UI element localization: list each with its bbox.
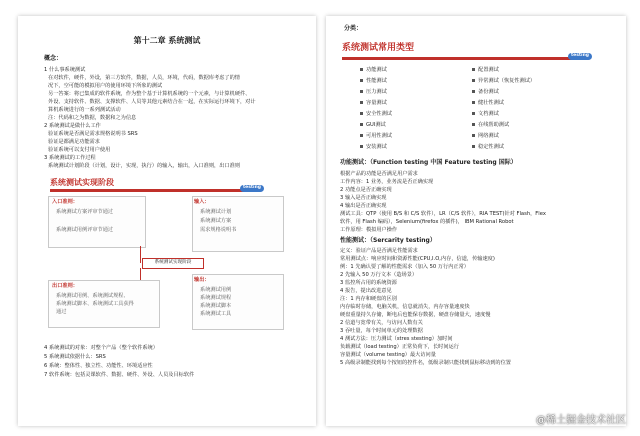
func-heading: 功能测试：（Function testing 中国 Feature testing 国际） [340,159,517,166]
watermark: @稀土掘金技术社区 [536,415,626,426]
type-item: 可用性测试 [360,134,392,139]
func-line: 根据产品的功能是否满足用户需求 [340,171,418,177]
bullet-icon [360,145,363,148]
func-line: 4 输出是否正确实现 [340,203,387,209]
type-item: 容量测试 [360,101,387,106]
output-item: 系统测试用例 [200,287,232,293]
type-item: 健壮性测试 [472,101,504,106]
type-item: 配置测试 [472,68,499,73]
perf-line: 定义：验证产品是否满足性能需求 [340,248,418,254]
diagram-title: 系统测试实现阶段 [50,177,114,187]
perf-line: 容量测试（volume testing）最大访问量 [340,352,436,358]
concept-line: 在对软件，硬件，外设，第三方软件，数据，人员，环境，代码，数据库考虑了的情 [48,75,240,81]
type-item: 安装测试 [360,145,387,150]
exit-item: 系统测试用例、系统测试规程、 [56,293,129,299]
func-line: 3 输入是否正确实现 [340,195,387,201]
bullet-icon [360,90,363,93]
type-item: 在线帮助测试 [472,123,509,128]
after-line: 5 系统测试依据什么：SRS [44,354,106,360]
perf-line: 负载测试（load testing）正常负荷下，长时间运行 [340,344,459,350]
flow-diagram [44,176,286,336]
type-item: 安全性测试 [360,112,392,117]
concept-line: 验证是都满足功能需求 [48,139,100,145]
perf-line: 4 测试方法：压力测试（stres stesting）加时间 [340,336,453,342]
perf-line: 3 吞吐量，每个时间单元的处理数据 [340,328,423,334]
type-item: 异常测试（恢复性测试） [472,79,535,84]
entry-item: 系统测试用例评审节通过 [56,227,114,233]
bullet-icon [472,112,475,115]
bullet-icon [360,68,363,71]
output-label: 输出： [194,277,210,283]
slide-title: 系统测试常用类型 [342,43,415,53]
input-item: 需求规格说明书 [200,227,237,233]
entry-label: 入口准则： [52,199,78,205]
concept-line: 2 系统测试是做什么工作 [44,123,101,129]
concept-line: 系统测试计划阶段（计划，设计，实现，执行）的输入，输出，入口准则，出口准则 [48,163,240,169]
bullet-icon [472,79,475,82]
after-line: 7 软件系统：包括灵课软件、数据、硬件、外设、人员及目标软件 [44,372,195,378]
testing-logo: testing [568,53,592,60]
type-item: 文档测试 [472,112,499,117]
output-item: 系统测试工具 [200,311,232,317]
concept-line: 况下，空可能的模拟用户的使用环境下所象的测试 [48,83,163,89]
type-item: 性能测试 [360,79,387,84]
input-item: 系统测试方案 [200,218,232,224]
type-item: 备份测试 [472,90,499,95]
bullet-icon [360,134,363,137]
concept-line: 外设、支持软件、数据、支撑软件、人员等其他元素结合在一起，在实际运行环境下，对计 [48,99,256,105]
input-label: 输入： [194,199,210,205]
perf-line: 硬盘重量持久存储，断电后也能保存数据，硬盘存储量大，速度慢 [340,312,491,318]
type-item: 稳定性测试 [472,145,504,150]
perf-line: 5 高级录制能找到每个按钮的控件名，低级录制只能找到鼠标移动到的位置 [340,360,511,366]
concept-line: 1 什么事系统测试 [44,67,86,73]
perf-line: 4 报告，提出改进意见 [340,288,392,294]
func-line: 工作原理：模拟用户操作 [340,227,398,233]
perf-line: 2 信道与宽带有关，与访问人数有关 [340,320,423,326]
right-page [326,16,626,426]
concept-line: 3 系统测试的工作过程 [44,155,96,161]
perf-line: 2 先输入 50 万行文本（造场景） [340,272,418,278]
type-item: 网络测试 [472,134,499,139]
left-page [18,16,316,426]
category-heading: 分类： [344,25,363,32]
bullet-icon [360,79,363,82]
bullet-icon [360,112,363,115]
after-line: 4 系统测试的对象：对整个产品（整个软件系统） [44,345,158,351]
perf-line: 常用测试点：响应时间和资源性能(CPU,I.O,内存，信道，传输速度) [340,256,495,262]
bullet-icon [472,68,475,71]
bullet-icon [472,101,475,104]
func-line: 工作内容：1 业务，业务流是否正确实现 [340,179,434,185]
after-line: 6 系统：整体性、独立性、功能性、环境适应性 [44,363,153,369]
bullet-icon [472,134,475,137]
func-line: 软件，用 Flash 编码），Selenium(firefox 的插件)， IBM Rational Robot [340,219,514,225]
chapter-title: 第十二章 系统测试 [133,35,201,45]
type-item: GUI测试 [360,123,386,128]
perf-line: 3 监控所占用的系统资源 [340,280,397,286]
exit-item: 通过 [56,309,67,315]
concept-line: 算机系统进行的一系列测试活动 [48,107,121,113]
type-item: 压力测试 [360,90,387,95]
concept-line: 注：代码和之为数据，数据和之为信息 [48,115,137,121]
output-item: 系统测试规程 [200,295,232,301]
bullet-icon [360,101,363,104]
perf-line: 内存临时存储，电脑关机，信息就消失，内存容量速度快 [340,304,470,310]
concepts-heading: 概念： [44,55,63,62]
entry-item: 系统测试方案评审节通过 [56,209,114,215]
bullet-icon [472,90,475,93]
perf-line: 例：1 先确认要了解的性能需求（加入 50 万行内正常） [340,264,469,270]
center-phase-box: 系统测试实现阶段 [142,258,204,269]
concept-line: 另一答案：将已集成的软件系统，作为整个基于计算机系统的一个元素，与计算机硬件、 [48,91,251,97]
bullet-icon [472,145,475,148]
connector [140,246,141,263]
type-item: 功能测试 [360,68,387,73]
bullet-icon [472,123,475,126]
input-item: 系统测试计划 [200,209,232,215]
exit-item: 系统测试脚本、系统测试工具获得 [56,301,134,307]
func-line: 测试工具：QTP（使用 B/S 和 C/S 软件），LR（C/S 软件），RIA TEST(针对 Flash，Flex [340,211,546,217]
output-item: 系统测试脚本 [200,303,232,309]
testing-logo: testing [240,185,264,192]
perf-line: 注：1 内存和硬盘的区别 [340,296,397,302]
slide-title-bar [342,57,572,60]
bullet-icon [360,123,363,126]
diagram-title-bar [50,189,245,192]
concept-line: 验证系统可以支付用户使用 [48,147,111,153]
exit-label: 出口准则： [52,283,78,289]
func-line: 2 功能点是否正确实现 [340,187,392,193]
concept-line: 验证系统是否满足需求规格说明书 SRS [48,131,138,137]
perf-heading: 性能测试：（Sercarity testing） [340,237,436,244]
